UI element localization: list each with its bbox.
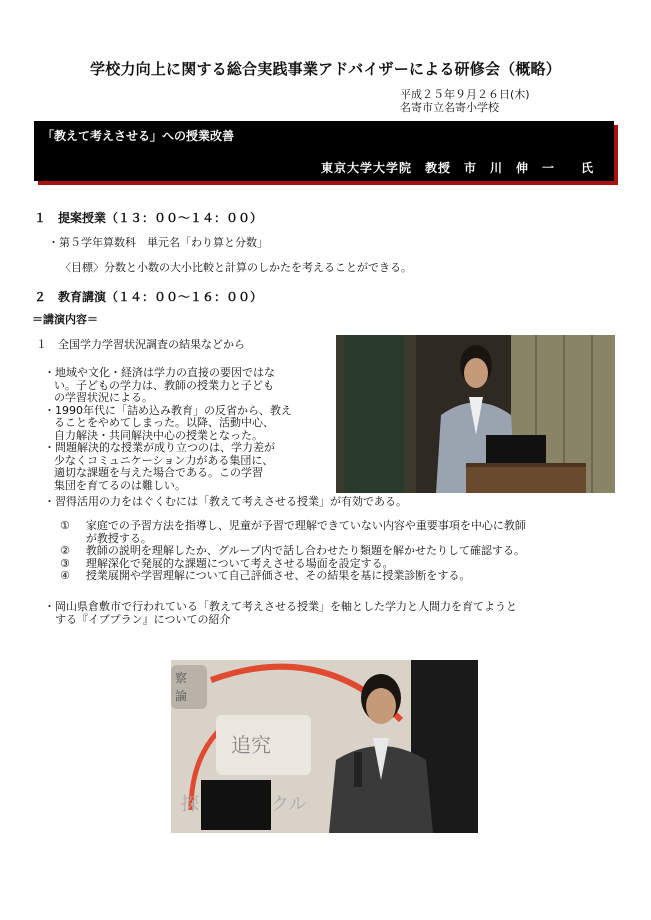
lecture-photo-2 (171, 660, 478, 833)
lecture-banner (34, 121, 614, 181)
date: 平成２５年９月２６日(木) (400, 88, 530, 101)
slide-text: クル (271, 794, 307, 815)
numbered-item: ② 教師の説明を理解したか、グループ内で話し合わせたり類題を解かせたりして確認する。 (60, 544, 525, 557)
content-label: ＝講演内容＝ (32, 313, 98, 326)
numbered-item: ④ 授業展開や学習理解について自己評価させ、その結果を基に授業診断をする。 (60, 569, 471, 582)
lecture-photo-1-image (336, 335, 615, 493)
section2-heading: ２ 教育講演（１４：００～１６：００） (34, 290, 263, 304)
subsection1-heading: １ 全国学力学習状況調査の結果などから (36, 338, 245, 351)
lesson-goal: 〈目標〉分数と小数の大小比較と計算のしかたを考えることができる。 (60, 261, 412, 274)
lecture-photo-1 (336, 335, 615, 493)
document-title: 学校力向上に関する総合実践事業アドバイザーによる研修会（概略） (90, 60, 561, 78)
bullet-block (44, 367, 334, 492)
slide-text: 探 (181, 794, 199, 815)
bullet-item: ・習得活用の力をはぐくむには「教えて考えさせる授業」が有効である。 (44, 495, 407, 508)
slide-text: 論 (175, 689, 188, 703)
lecture-speaker: 東京大学大学院 教授 市 川 伸 一 氏 (320, 161, 594, 175)
school-name: 名寄市立名寄小学校 (400, 101, 499, 114)
lecture-topic: 「教えて考えさせる」への授業改善 (42, 129, 235, 143)
bullet-item: ・1990年代に「詰め込み教育」の反省から、教え ることをやめてしまった。以降、活動中心、 自力解決・共同解決中心の授業となった。 (44, 403, 292, 442)
date-block (400, 88, 530, 114)
slide-text: 察 (175, 671, 188, 685)
bullet-item: ・岡山県倉敷市で行われている「教えて考えさせる授業」を軸とした学力と人間力を育てようと する『イブプラン』についての紹介 (44, 600, 517, 626)
section1-heading: １ 提案授業（１３：００～１４：００） (34, 211, 263, 225)
numbered-list (60, 520, 620, 583)
lecture-photo-2-image (171, 660, 478, 833)
numbered-item: ③ 理解深化で発展的な課題について考えさせる場面を設定する。 (60, 556, 394, 570)
bullet-item: ・地域や文化・経済は学力の直接の要因ではな い。子どもの学力は、教師の授業力と子ども の学習状況による。 (44, 366, 275, 404)
bullet-item: ・問題解決的な授業が成り立つのは、学力差が 少なくコミュニケーション力がある集団に、 適切な課題を与えた場合である。この学習 集団を育てるのは難しい。 (44, 441, 275, 492)
lesson-info: ・第５学年算数科 単元名「わり算と分数」 (48, 236, 268, 249)
numbered-item: ① 家庭での予習方法を指導し、児童が予習で理解できていない内容や重要事項を中心に教師 が教授する。 (60, 519, 526, 545)
slide-text: 追究 (231, 733, 271, 757)
